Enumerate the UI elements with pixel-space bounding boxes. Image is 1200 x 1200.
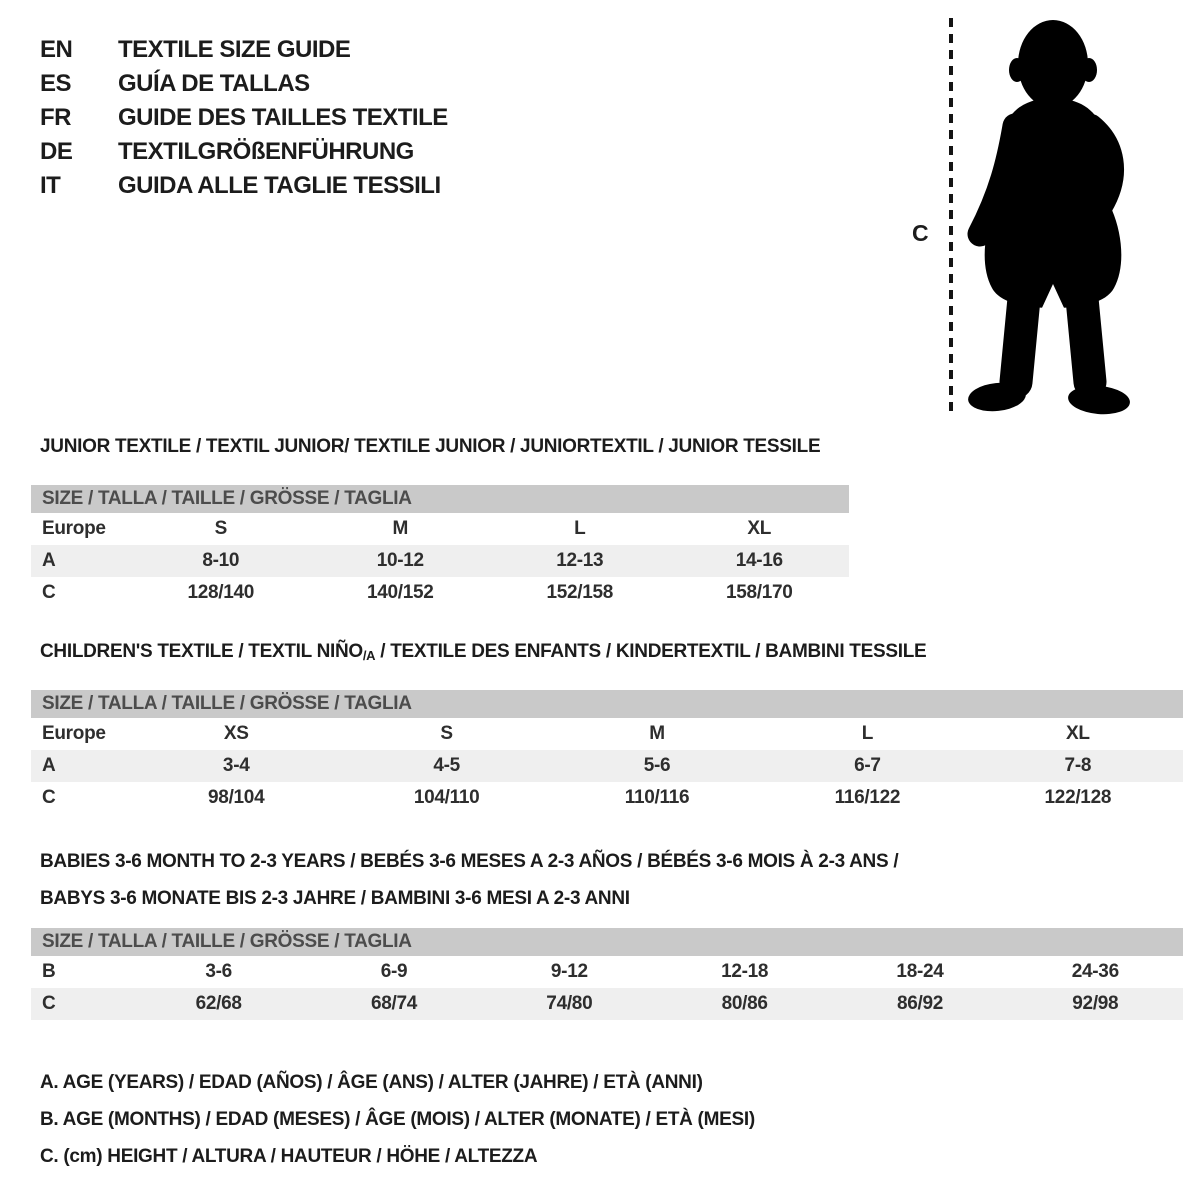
table-cell: 104/110	[413, 787, 480, 808]
table-cell: 128/140	[187, 582, 255, 603]
row-label: A	[42, 550, 56, 571]
children-size-table	[31, 690, 1183, 814]
legend-line: A. AGE (YEARS) / EDAD (AÑOS) / ÂGE (ANS) / ALTER (JAHRE) / ETÀ (ANNI)	[40, 1072, 703, 1093]
table-cell: XL	[747, 518, 772, 539]
row-label: C	[42, 582, 56, 603]
table-cell: S	[214, 518, 227, 539]
table-cell: 158/170	[725, 582, 793, 603]
table-cell: 6-9	[380, 961, 408, 982]
language-row	[40, 33, 448, 67]
language-row	[40, 67, 448, 101]
language-label: GUIDE DES TAILLES TEXTILE	[118, 104, 448, 131]
table-cell: 116/122	[834, 787, 901, 808]
children-title-text: CHILDREN'S TEXTILE / TEXTIL NIÑO	[40, 641, 363, 662]
language-list	[40, 33, 448, 203]
height-marker-label: C	[912, 220, 929, 246]
table-cell: 14-16	[735, 550, 783, 571]
table-cell: 140/152	[366, 582, 434, 603]
language-label: TEXTILGRÖßENFÜHRUNG	[118, 138, 414, 165]
table-row	[31, 988, 1183, 1020]
table-cell: 9-12	[550, 961, 588, 982]
language-code: ES	[40, 70, 72, 97]
language-label: GUÍA DE TALLAS	[118, 70, 310, 97]
table-cell: XL	[1065, 723, 1090, 744]
language-label: GUIDA ALLE TAGLIE TESSILI	[118, 172, 441, 199]
language-code: DE	[40, 138, 73, 165]
table-cell: 152/158	[546, 582, 614, 603]
table-row	[31, 513, 849, 545]
children-section-title	[40, 640, 926, 668]
language-label: TEXTILE SIZE GUIDE	[118, 36, 351, 63]
children-title-text-2: / TEXTILE DES ENFANTS / KINDERTEXTIL / BAMBINI TESSILE	[375, 641, 927, 662]
table-cell: 92/98	[1072, 993, 1119, 1014]
language-code: EN	[40, 36, 73, 63]
babies-table-rows	[31, 956, 1183, 1020]
babies-size-table	[31, 928, 1183, 1020]
table-row	[31, 718, 1183, 750]
table-cell: 3-6	[205, 961, 232, 982]
babies-title-line-2: BABYS 3-6 MONATE BIS 2-3 JAHRE / BAMBINI 3-6 MESI A 2-3 ANNI	[40, 888, 630, 909]
table-cell: 86/92	[896, 993, 943, 1014]
height-dashed-line	[949, 18, 953, 418]
table-cell: 6-7	[854, 755, 881, 776]
row-label: Europe	[42, 723, 106, 744]
table-cell: 5-6	[643, 755, 671, 776]
row-label: Europe	[42, 518, 106, 539]
table-cell: 3-4	[222, 755, 250, 776]
table-cell: 8-10	[202, 550, 240, 571]
language-row	[40, 101, 448, 135]
table-cell: 12-13	[556, 550, 604, 571]
table-row	[31, 956, 1183, 988]
table-row	[31, 545, 849, 577]
size-header-bar: SIZE / TALLA / TAILLE / GRÖSSE / TAGLIA	[31, 485, 849, 513]
children-table-rows	[31, 718, 1183, 814]
language-row	[40, 169, 448, 203]
table-cell: 12-18	[721, 961, 769, 982]
language-code: IT	[40, 172, 61, 199]
legend-line: C. (cm) HEIGHT / ALTURA / HAUTEUR / HÖHE / ALTEZZA	[40, 1146, 538, 1167]
table-row	[31, 577, 849, 609]
table-cell: 98/104	[208, 787, 265, 808]
toddler-silhouette-icon	[963, 16, 1138, 420]
table-cell: 24-36	[1071, 961, 1119, 982]
language-code: FR	[40, 104, 71, 131]
table-cell: 62/68	[195, 993, 242, 1014]
table-cell: 18-24	[896, 961, 944, 982]
table-cell: 4-5	[433, 755, 460, 776]
size-header-bar: SIZE / TALLA / TAILLE / GRÖSSE / TAGLIA	[31, 928, 1183, 956]
table-cell: L	[574, 518, 586, 539]
babies-section-title	[40, 843, 898, 917]
table-cell: 110/116	[624, 787, 690, 808]
table-cell: S	[440, 723, 453, 744]
table-cell: M	[392, 518, 409, 539]
junior-size-table	[31, 485, 849, 609]
table-cell: 122/128	[1044, 787, 1112, 808]
junior-section-title: JUNIOR TEXTILE / TEXTIL JUNIOR/ TEXTILE JUNIOR / JUNIORTEXTIL / JUNIOR TESSILE	[40, 436, 821, 457]
table-cell: 68/74	[370, 993, 418, 1014]
children-title-subscript: /A	[362, 648, 376, 663]
table-cell: 10-12	[376, 550, 424, 571]
junior-table-rows	[31, 513, 849, 609]
row-label: C	[42, 993, 56, 1014]
language-row	[40, 135, 448, 169]
table-cell: XS	[223, 723, 249, 744]
height-figure	[905, 16, 1155, 422]
table-cell: L	[861, 723, 874, 744]
row-label: C	[42, 787, 56, 808]
legend-line: B. AGE (MONTHS) / EDAD (MESES) / ÂGE (MOIS) / ALTER (MONATE) / ETÀ (MESI)	[40, 1109, 755, 1130]
table-row	[31, 750, 1183, 782]
size-header-bar: SIZE / TALLA / TAILLE / GRÖSSE / TAGLIA	[31, 690, 1183, 718]
babies-title-line-1: BABIES 3-6 MONTH TO 2-3 YEARS / BEBÉS 3-6 MESES A 2-3 AÑOS / BÉBÉS 3-6 MOIS À 2-3 ANS /	[40, 851, 899, 872]
table-cell: 7-8	[1064, 755, 1092, 776]
row-label: A	[42, 755, 56, 776]
row-label: B	[42, 961, 56, 982]
table-cell: 80/86	[721, 993, 768, 1014]
table-row	[31, 782, 1183, 814]
table-cell: 74/80	[546, 993, 593, 1014]
table-cell: M	[649, 723, 665, 744]
legend	[40, 1064, 755, 1175]
